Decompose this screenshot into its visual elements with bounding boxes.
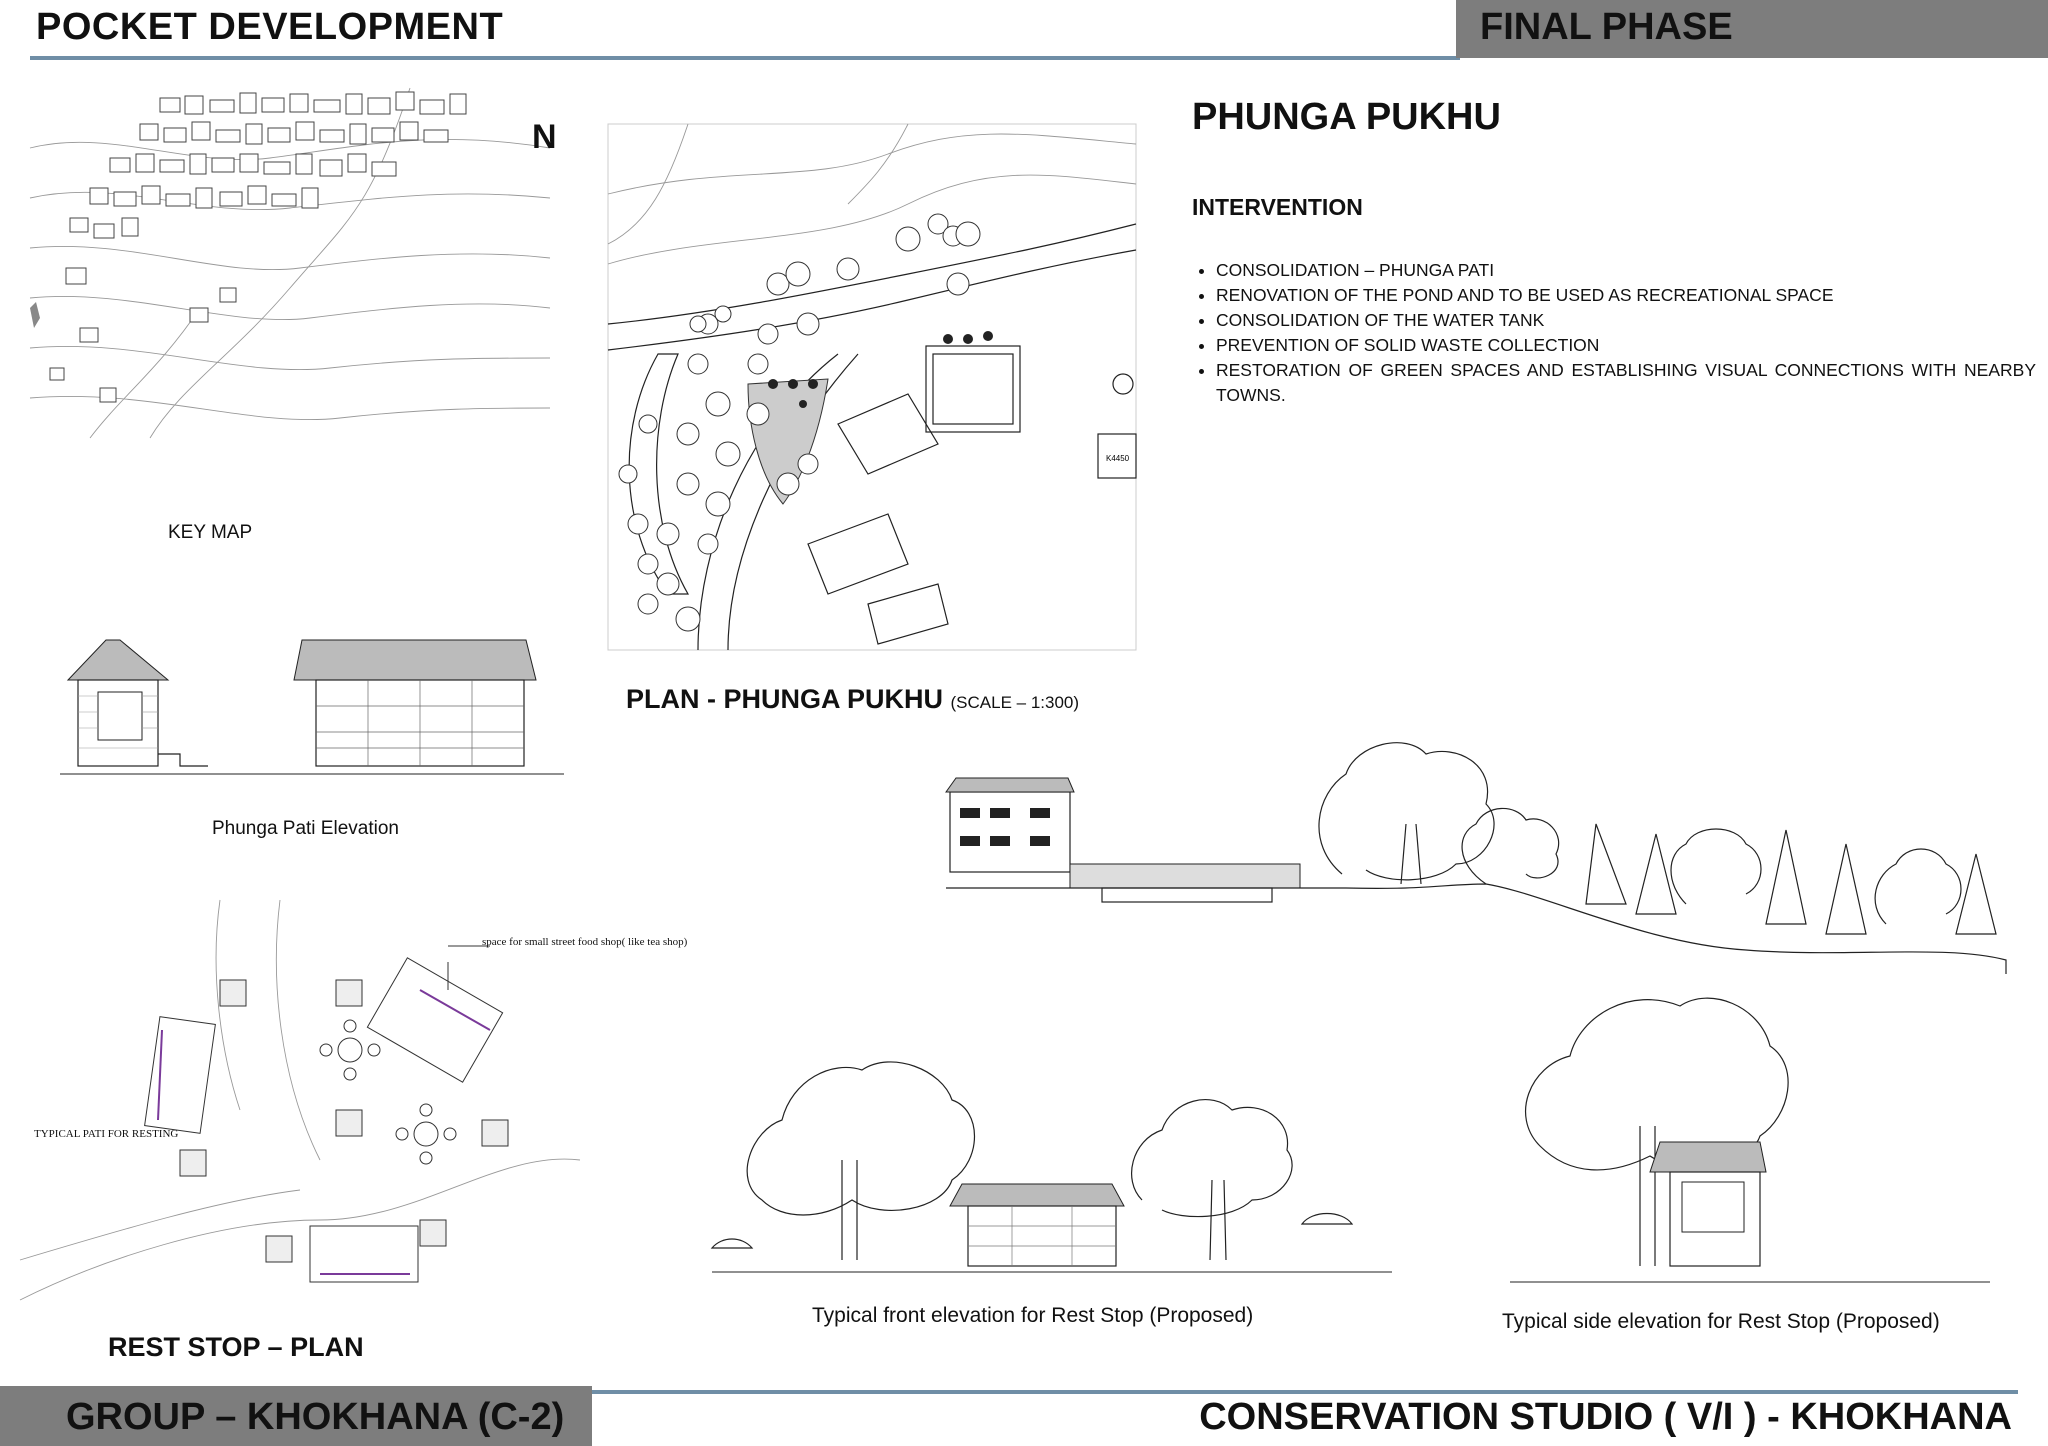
front-elevation-drawing: [712, 1010, 1392, 1280]
page-title: POCKET DEVELOPMENT: [36, 6, 504, 48]
site-title: PHUNGA PUKHU: [1192, 96, 1501, 138]
list-item: • CONSOLIDATION OF THE WATER TANK: [1216, 308, 2036, 333]
list-item: • RENOVATION OF THE POND AND TO BE USED AS RECREATIONAL SPACE: [1216, 283, 2036, 308]
plan-title: PLAN - PHUNGA PUKHU: [626, 684, 943, 714]
pati-elevation-caption: Phunga Pati Elevation: [212, 818, 399, 839]
header-divider: [30, 56, 1460, 60]
plan-label: [626, 684, 1079, 715]
front-elevation-caption: Typical front elevation for Rest Stop (Proposed): [812, 1304, 1254, 1327]
plan-scale: (SCALE – 1:300): [950, 693, 1080, 712]
list-item: • RESTORATION OF GREEN SPACES AND ESTABLISHING VISUAL CONNECTIONS WITH NEARBY TOWNS.: [1216, 358, 2036, 408]
studio-label: CONSERVATION STUDIO ( V/I ) - KHOKHANA: [1199, 1396, 2012, 1438]
side-elevation-drawing: [1510, 966, 1990, 1286]
side-elevation-caption: Typical side elevation for Rest Stop (Proposed): [1502, 1310, 1940, 1333]
site-plan-drawing: [608, 124, 1136, 650]
phase-label: FINAL PHASE: [1480, 6, 1733, 48]
list-item: • PREVENTION OF SOLID WASTE COLLECTION: [1216, 333, 2036, 358]
footer-divider: [592, 1390, 2018, 1394]
rest-stop-shop-note: space for small street food shop( like tea shop): [482, 936, 688, 948]
rest-stop-caption: REST STOP – PLAN: [108, 1332, 364, 1362]
plan-tag: K4450: [1106, 454, 1130, 463]
site-section-drawing: [946, 724, 2046, 974]
phase-banner: [1456, 0, 2048, 58]
intervention-list: [1192, 258, 2036, 408]
intervention-heading: INTERVENTION: [1192, 194, 1363, 220]
group-banner: [0, 1386, 592, 1446]
group-label: GROUP – KHOKHANA (C-2): [66, 1396, 565, 1438]
key-map-caption: KEY MAP: [168, 522, 253, 543]
rest-stop-pati-note: TYPICAL PATI FOR RESTING: [34, 1128, 179, 1140]
pati-elevation-drawing: [60, 636, 564, 776]
rest-stop-plan-drawing: [20, 900, 580, 1296]
key-map-drawing: [30, 88, 550, 438]
list-item: • CONSOLIDATION – PHUNGA PATI: [1216, 258, 2036, 283]
north-arrow-label: N: [532, 118, 557, 156]
